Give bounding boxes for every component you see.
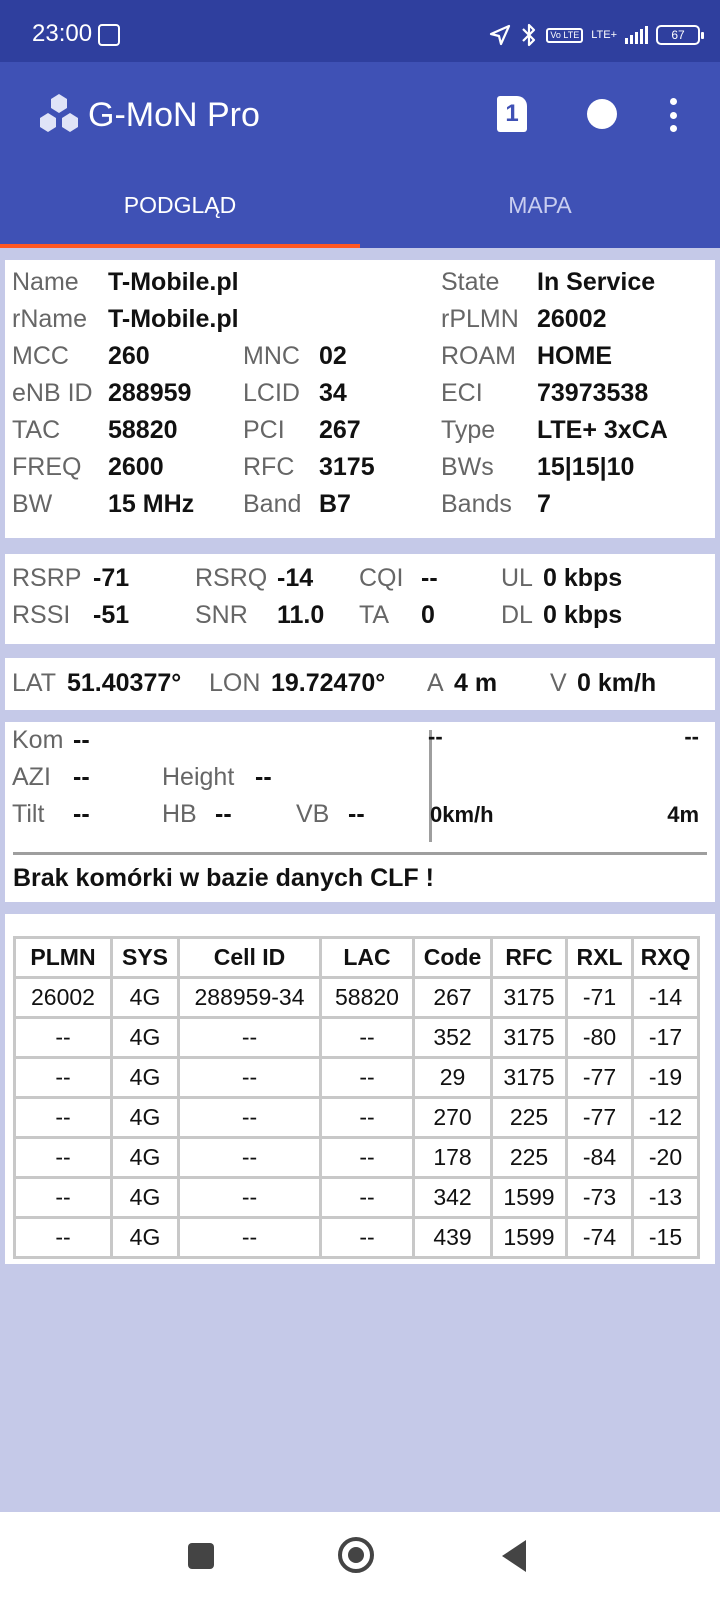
rsrq-label: RSRQ [195,564,268,592]
accuracy-label: A [427,669,444,697]
table-header-row [15,938,699,978]
battery-icon: 67 [656,25,700,45]
kom-label: Kom [12,726,64,754]
freq-label: FREQ [12,453,82,481]
cell-sys: 4G [112,1218,179,1258]
cell-cell-id: -- [179,1178,321,1218]
cell-plmn: -- [15,1018,112,1058]
cell-lac: -- [321,1178,414,1218]
table-row [15,1138,699,1178]
azi-label: AZI [12,763,51,791]
table-row [15,978,699,1018]
cell-cell-id: 288959-34 [179,978,321,1018]
col-header-lac: LAC [321,938,414,978]
pci-label: PCI [243,416,285,444]
lon-value: 19.72470° [271,669,386,697]
gps-card [5,658,715,710]
cell-lac: -- [321,1098,414,1138]
col-header-plmn: PLMN [15,938,112,978]
cell-lac: -- [321,1058,414,1098]
clf-message: Brak komórki w bazie danych CLF ! [13,864,434,892]
table-row [15,1218,699,1258]
lon-label: LON [209,669,261,697]
navigation-bar [0,1512,720,1600]
vb-value: -- [348,800,365,828]
cell-cell-id: -- [179,1218,321,1258]
cqi-label: CQI [359,564,404,592]
cell-plmn: -- [15,1218,112,1258]
table-row [15,1018,699,1058]
cell-cell-id: -- [179,1098,321,1138]
cell-rfc: 3175 [492,978,567,1018]
bearing-right-value: -- [684,724,699,749]
cell-cell-id: -- [179,1018,321,1058]
cell-cell-id: -- [179,1058,321,1098]
name-value: T-Mobile.pl [108,268,239,296]
volte-icon: Vo LTE [546,28,583,43]
roam-label: ROAM [441,342,516,370]
signal-card [5,554,715,644]
recent-apps-icon[interactable] [188,1543,214,1569]
height-value: -- [255,763,272,791]
lcid-label: LCID [243,379,300,407]
back-icon[interactable] [502,1540,526,1572]
rssi-label: RSSI [12,601,71,629]
tac-label: TAC [12,416,61,444]
tab-mapa[interactable]: MAPA [508,192,572,218]
neighbor-cells-card [5,914,715,1264]
speed-label: V [550,669,567,697]
ta-label: TA [359,601,390,629]
azi-value: -- [73,763,90,791]
bands-label: Bands [441,490,512,518]
table-row [15,1098,699,1138]
lcid-value: 34 [319,379,347,407]
hb-label: HB [162,800,197,828]
cell-rxq: -20 [633,1138,699,1178]
signal-strength-icon [625,26,648,44]
status-time: 23:00 [32,20,93,47]
dl-value: 0 kbps [543,601,623,629]
cell-rxq: -13 [633,1178,699,1218]
cell-lac: -- [321,1218,414,1258]
col-header-rxl: RXL [567,938,633,978]
mnc-value: 02 [319,342,347,370]
cell-rxl: -77 [567,1058,633,1098]
rssi-value: -51 [93,601,130,629]
cell-rxl: -73 [567,1178,633,1218]
cell-rxl: -74 [567,1218,633,1258]
rsrp-label: RSRP [12,564,82,592]
sim-card-icon[interactable]: 1 [497,96,527,132]
state-label: State [441,268,500,296]
enb-value: 288959 [108,379,192,407]
rsrp-value: -71 [93,564,130,592]
cell-sys: 4G [112,1058,179,1098]
cell-code: 270 [414,1098,492,1138]
roam-value: HOME [537,342,612,370]
table-row [15,1058,699,1098]
cqi-value: -- [421,564,438,592]
rfc-value: 3175 [319,453,375,481]
status-icons [488,22,700,48]
eci-value: 73973538 [537,379,649,407]
tac-value: 58820 [108,416,178,444]
cell-rfc: 1599 [492,1218,567,1258]
cell-plmn: -- [15,1178,112,1218]
tab-podglad[interactable]: PODGLĄD [123,192,237,218]
state-value: In Service [537,268,656,296]
rplmn-label: rPLMN [441,305,519,333]
cell-cell-id: -- [179,1138,321,1178]
eci-label: ECI [441,379,483,407]
cell-rfc: 225 [492,1138,567,1178]
cell-sys: 4G [112,1098,179,1138]
cell-lac: 58820 [321,978,414,1018]
cell-rxq: -15 [633,1218,699,1258]
cell-plmn: 26002 [15,978,112,1018]
home-icon[interactable] [338,1537,374,1573]
ta-value: 0 [421,601,435,629]
lat-value: 51.40377° [67,669,182,697]
app-title: G-MoN Pro [88,96,260,134]
hb-value: -- [215,800,232,828]
screen-record-icon [98,24,120,46]
tilt-value: -- [73,800,90,828]
cell-plmn: -- [15,1138,112,1178]
kom-value: -- [73,726,90,754]
status-bar [0,0,720,62]
cell-sys: 4G [112,978,179,1018]
cell-rxl: -77 [567,1098,633,1138]
rname-value: T-Mobile.pl [108,305,239,333]
cell-rxq: -12 [633,1098,699,1138]
app-logo-icon [36,92,82,136]
cell-code: 267 [414,978,492,1018]
cell-rxq: -19 [633,1058,699,1098]
cell-sys: 4G [112,1178,179,1218]
bw-label: BW [12,490,53,518]
pci-value: 267 [319,416,361,444]
bws-value: 15|15|10 [537,453,635,481]
cell-plmn: -- [15,1098,112,1138]
table-row [15,1178,699,1218]
cell-lac: -- [321,1138,414,1178]
lat-label: LAT [12,669,56,697]
tilt-label: Tilt [12,800,45,828]
bearing-left-value: -- [428,724,443,749]
location-icon [488,23,512,47]
cell-code: 29 [414,1058,492,1098]
col-header-rfc: RFC [492,938,567,978]
bws-label: BWs [441,453,494,481]
mcc-label: MCC [12,342,69,370]
type-label: Type [441,416,496,444]
rname-label: rName [12,305,88,333]
bw-value: 15 MHz [108,490,195,518]
dl-label: DL [501,601,533,629]
vb-label: VB [296,800,330,828]
app-bar [0,62,720,248]
freq-value: 2600 [108,453,164,481]
cell-sys: 4G [112,1018,179,1058]
col-header-code: Code [414,938,492,978]
site-card [5,722,715,902]
cell-info-card [5,260,715,538]
col-header-rxq: RXQ [633,938,699,978]
name-label: Name [12,268,79,296]
more-options-icon[interactable] [669,98,677,132]
accuracy-value: 4 m [454,669,498,697]
cell-sys: 4G [112,1138,179,1178]
mcc-value: 260 [108,342,150,370]
ul-label: UL [501,564,533,592]
site-distance-value: 4m [667,802,699,827]
record-icon[interactable] [587,99,617,129]
cell-rfc: 3175 [492,1058,567,1098]
cell-code: 439 [414,1218,492,1258]
cell-rxq: -17 [633,1018,699,1058]
rfc-label: RFC [243,453,295,481]
col-header-cell-id: Cell ID [179,938,321,978]
cell-rfc: 1599 [492,1178,567,1218]
ul-value: 0 kbps [543,564,623,592]
cell-rxl: -80 [567,1018,633,1058]
tab-indicator [0,244,360,248]
speed-value: 0 km/h [577,669,657,697]
cell-lac: -- [321,1018,414,1058]
cell-rfc: 3175 [492,1018,567,1058]
site-speed-value: 0km/h [430,802,494,827]
rsrq-value: -14 [277,564,314,592]
snr-label: SNR [195,601,248,629]
cell-rxq: -14 [633,978,699,1018]
enb-label: eNB ID [12,379,93,407]
divider-horizontal [13,852,707,855]
snr-value: 11.0 [277,601,325,629]
band-value: B7 [319,490,351,518]
cell-rxl: -71 [567,978,633,1018]
col-header-sys: SYS [112,938,179,978]
height-label: Height [162,763,235,791]
cell-rfc: 225 [492,1098,567,1138]
neighbor-table-body [15,978,699,1258]
bluetooth-icon [520,22,538,48]
cell-code: 342 [414,1178,492,1218]
mnc-label: MNC [243,342,300,370]
cell-rxl: -84 [567,1138,633,1178]
cell-plmn: -- [15,1058,112,1098]
rplmn-value: 26002 [537,305,607,333]
type-value: LTE+ 3xCA [537,416,668,444]
lte-indicator: LTE+ [591,28,617,41]
band-label: Band [243,490,302,518]
cell-code: 352 [414,1018,492,1058]
bands-value: 7 [537,490,551,518]
cell-code: 178 [414,1138,492,1178]
neighbor-cells-table [13,936,700,1259]
